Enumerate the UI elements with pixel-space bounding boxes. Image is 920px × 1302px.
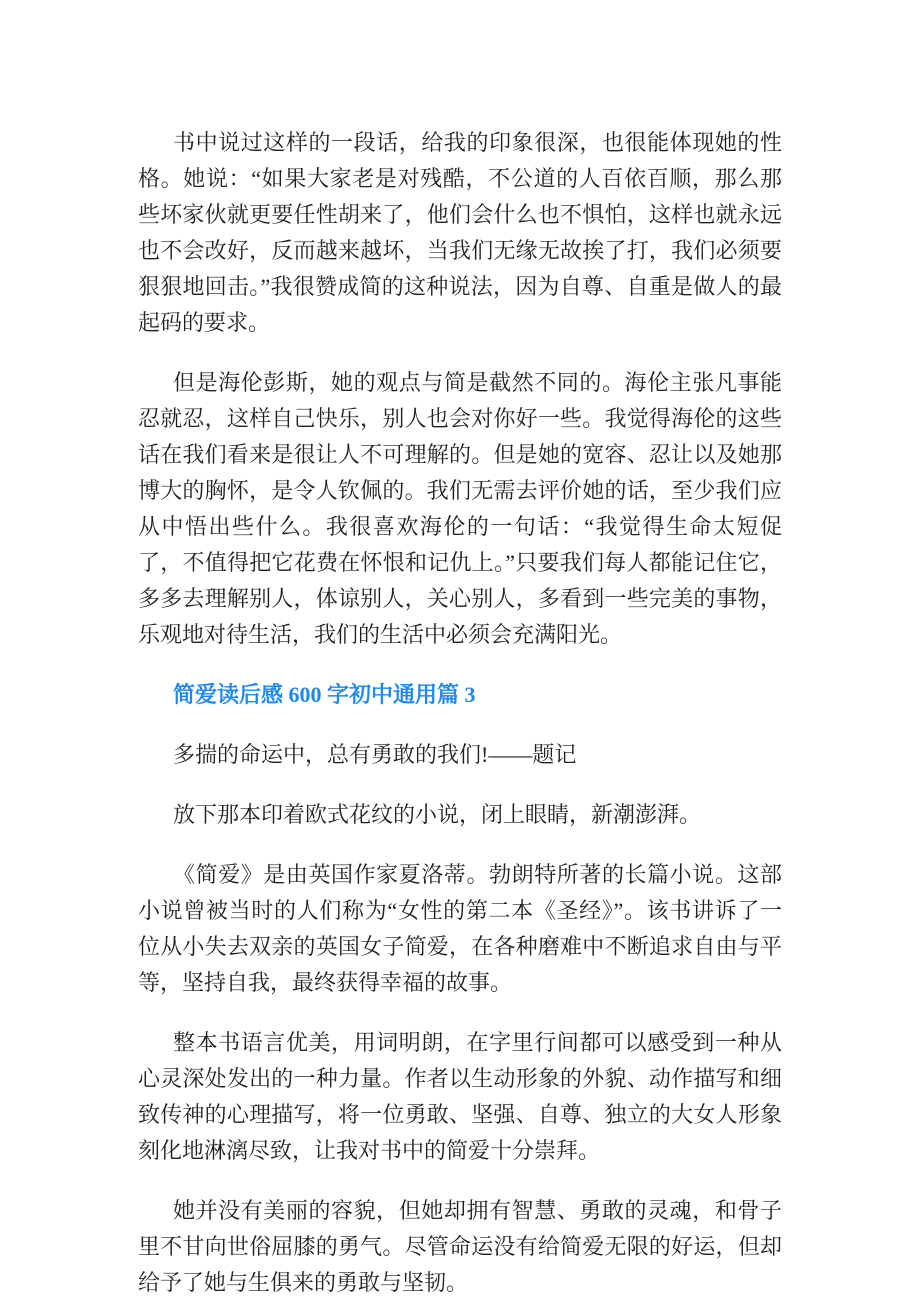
- body-paragraph-opening: 放下那本印着欧式花纹的小说，闭上眼睛，新潮澎湃。: [173, 802, 702, 827]
- body-paragraph-courage: 她并没有美丽的容貌，但她却拥有智慧、勇敢的灵魂，和骨子里不甘向世俗屈膝的勇气。尽管命运没有给简爱无限的好运，但却给予了她与生俱来的勇敢与坚韧。: [138, 1198, 782, 1295]
- section-heading-essay-3: 简爱读后感 600 字初中通用篇 3: [173, 682, 476, 707]
- body-paragraph-language: 整本书语言优美，用词明朗，在字里行间都可以感受到一种从心灵深处发出的一种力量。作者以生动形象的外貌、动作描写和细致传神的心理描写，将一位勇敢、坚强、自尊、独立的大女人形象刻化地淋漓尽致，让我对书中的简爱十分崇拜。: [138, 1030, 782, 1163]
- body-paragraph-novel-intro: 《简爱》是由英国作家夏洛蒂。勃朗特所著的长篇小说。这部小说曾被当时的人们称为“女性的第二本《圣经》”。该书讲诉了一位从小失去双亲的英国女子简爱，在各种磨难中不断追求自由与平等，坚持自我，最终获得幸福的故事。: [138, 862, 782, 995]
- body-paragraph-epigraph: 多揣的命运中，总有勇敢的我们!——题记: [173, 742, 577, 767]
- body-paragraph-quote-jane: 书中说过这样的一段话，给我的印象很深，也很能体现她的性格。她说：“如果大家老是对残酷，不公道的人百依百顺，那么那些坏家伙就更要任性胡来了，他们会什么也不惧怕，这样也就永远也不会改好，反而越来越坏，当我们无缘无故挨了打，我们必须要狠狠地回击。”我很赞成简的这种说法，因为自尊、自重是做人的最起码的要求。: [138, 130, 782, 335]
- body-paragraph-helen: 但是海伦彭斯，她的观点与简是截然不同的。海伦主张凡事能忍就忍，这样自己快乐，别人也会对你好一些。我觉得海伦的这些话在我们看来是很让人不可理解的。但是她的宽容、忍让以及她那博大的胸怀，是令人钦佩的。我们无需去评价她的话，至少我们应从中悟出些什么。我很喜欢海伦的一句话：“我觉得生命太短促了，不值得把它花费在怀恨和记仇上。”只要我们每人都能记住它，多多去理解别人，体谅别人，关心别人，多看到一些完美的事物，乐观地对待生活，我们的生活中必须会充满阳光。: [138, 370, 782, 647]
